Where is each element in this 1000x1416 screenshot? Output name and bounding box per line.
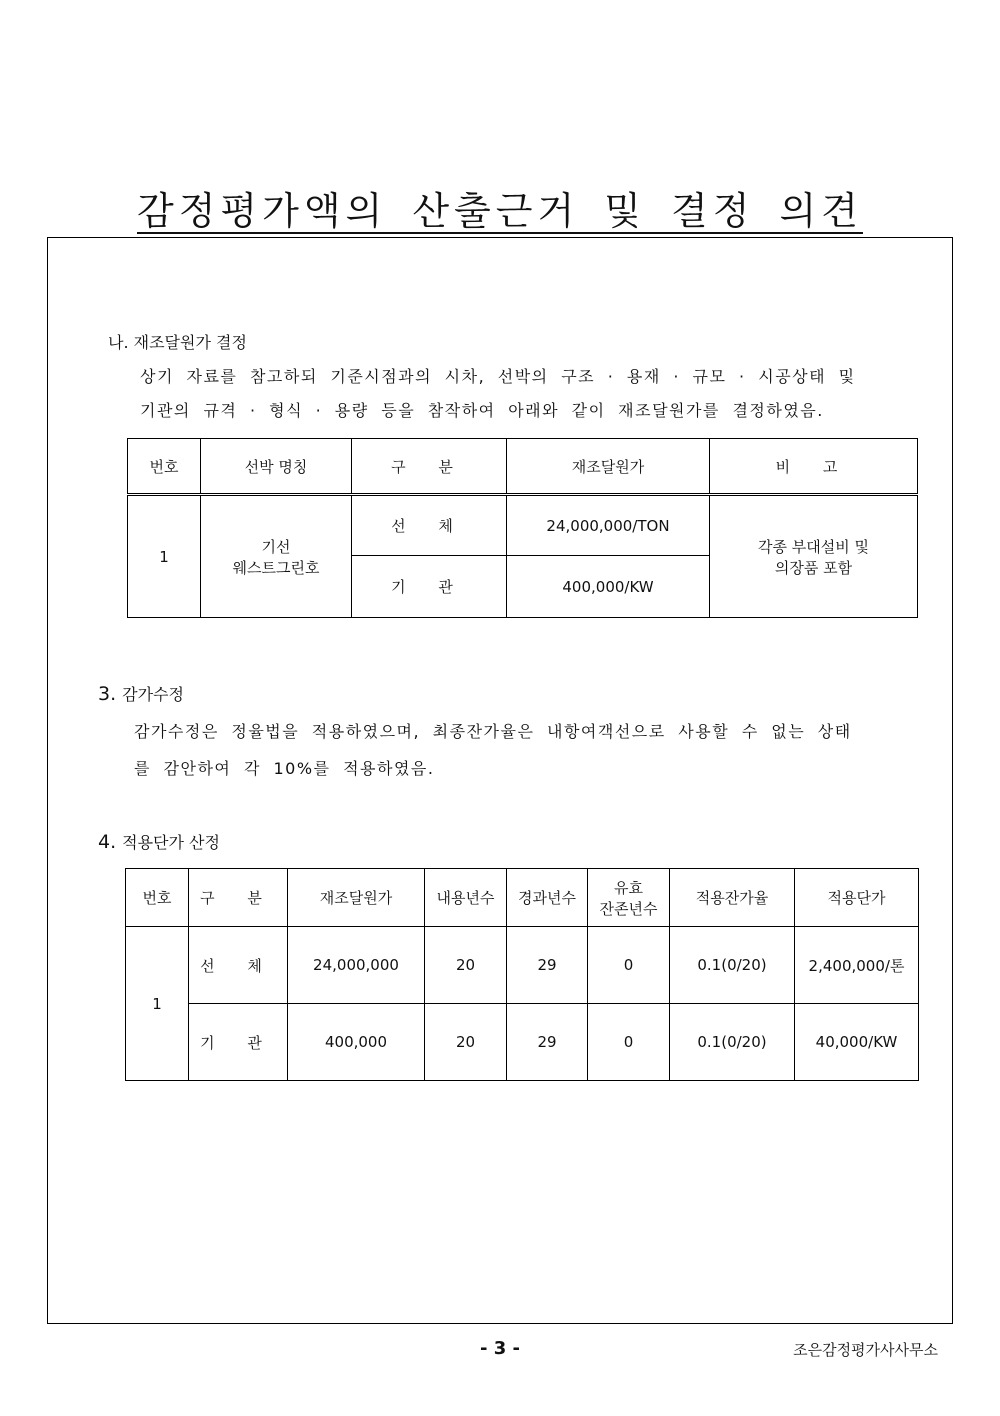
section-na-heading: 나. 재조달원가 결정 [108, 333, 247, 352]
unit-price-cell: 40,000/KW [795, 1004, 919, 1081]
col-header-useful-life: 내용년수 [425, 869, 507, 927]
section-3-text-line1: 감가수정은 정율법을 적용하였으며, 최종잔가율은 내항여객선으로 사용할 수 없는 상태 [134, 722, 852, 741]
useful-life-cell: 20 [425, 927, 507, 1004]
col-header-residual-rate: 적용잔가율 [670, 869, 795, 927]
section-4-heading [98, 830, 220, 853]
residual-rate-cell: 0.1(0/20) [670, 927, 795, 1004]
col-header-remaining-line1: 유효 [614, 878, 643, 897]
remarks-line2: 의장품 포함 [774, 558, 853, 577]
category-cell: 기 관 [352, 556, 507, 618]
remarks-line1: 각종 부대설비 및 [758, 537, 869, 556]
cost-cell: 24,000,000/TON [507, 495, 710, 556]
col-header-replacement-cost: 재조달원가 [288, 869, 425, 927]
cost-cell: 24,000,000 [288, 927, 425, 1004]
elapsed-years-cell: 29 [507, 927, 588, 1004]
remaining-years-cell: 0 [588, 927, 670, 1004]
table-header-row [126, 869, 919, 927]
replacement-cost-table [127, 438, 918, 618]
unit-price-cell: 2,400,000/톤 [795, 927, 919, 1004]
remarks-cell [710, 495, 918, 618]
col-header-unit-price: 적용단가 [795, 869, 919, 927]
col-header-category: 구 분 [189, 869, 288, 927]
category-cell: 선 체 [352, 495, 507, 556]
row-number: 1 [128, 495, 201, 618]
col-header-remaining-line2: 잔존년수 [599, 899, 658, 918]
col-header-category: 구 분 [352, 439, 507, 495]
table-header-row [128, 439, 918, 495]
table-row [126, 927, 919, 1004]
row-number: 1 [126, 927, 189, 1081]
table-row [128, 495, 918, 556]
col-header-vessel-name: 선박 명칭 [201, 439, 352, 495]
col-header-remarks: 비 고 [710, 439, 918, 495]
col-header-no: 번호 [128, 439, 201, 495]
category-cell: 기 관 [189, 1004, 288, 1081]
page-title-text: 감정평가액의 산출근거 및 결정 의견 [137, 189, 863, 233]
page-title [0, 180, 1000, 235]
section-4-number: 4. [98, 831, 117, 853]
useful-life-cell: 20 [425, 1004, 507, 1081]
page-number: - 3 - [480, 1338, 520, 1359]
section-3-title: 감가수정 [122, 685, 184, 704]
unit-price-table [125, 868, 919, 1081]
col-header-replacement-cost: 재조달원가 [507, 439, 710, 495]
remaining-years-cell: 0 [588, 1004, 670, 1081]
category-cell: 선 체 [189, 927, 288, 1004]
col-header-remaining-years [588, 869, 670, 927]
elapsed-years-cell: 29 [507, 1004, 588, 1081]
section-4-title: 적용단가 산정 [122, 833, 220, 852]
col-header-no: 번호 [126, 869, 189, 927]
vessel-name-line2: 웨스트그린호 [232, 558, 320, 577]
section-3-number: 3. [98, 683, 117, 705]
col-header-elapsed-years: 경과년수 [507, 869, 588, 927]
office-name: 조은감정평가사사무소 [793, 1341, 938, 1359]
table-row [126, 1004, 919, 1081]
section-na-text-line1: 상기 자료를 참고하되 기준시점과의 시차, 선박의 구조 · 용재 · 규모 · 시공상태 및 [140, 367, 856, 386]
section-3-text-line2: 를 감안하여 각 10%를 적용하였음. [134, 759, 435, 778]
cost-cell: 400,000 [288, 1004, 425, 1081]
section-3-heading [98, 682, 184, 705]
residual-rate-cell: 0.1(0/20) [670, 1004, 795, 1081]
section-na-text-line2: 기관의 규격 · 형식 · 용량 등을 참작하여 아래와 같이 재조달원가를 결정하였음. [140, 401, 824, 420]
vessel-name-line1: 기선 [261, 537, 291, 556]
vessel-name-cell [201, 495, 352, 618]
cost-cell: 400,000/KW [507, 556, 710, 618]
